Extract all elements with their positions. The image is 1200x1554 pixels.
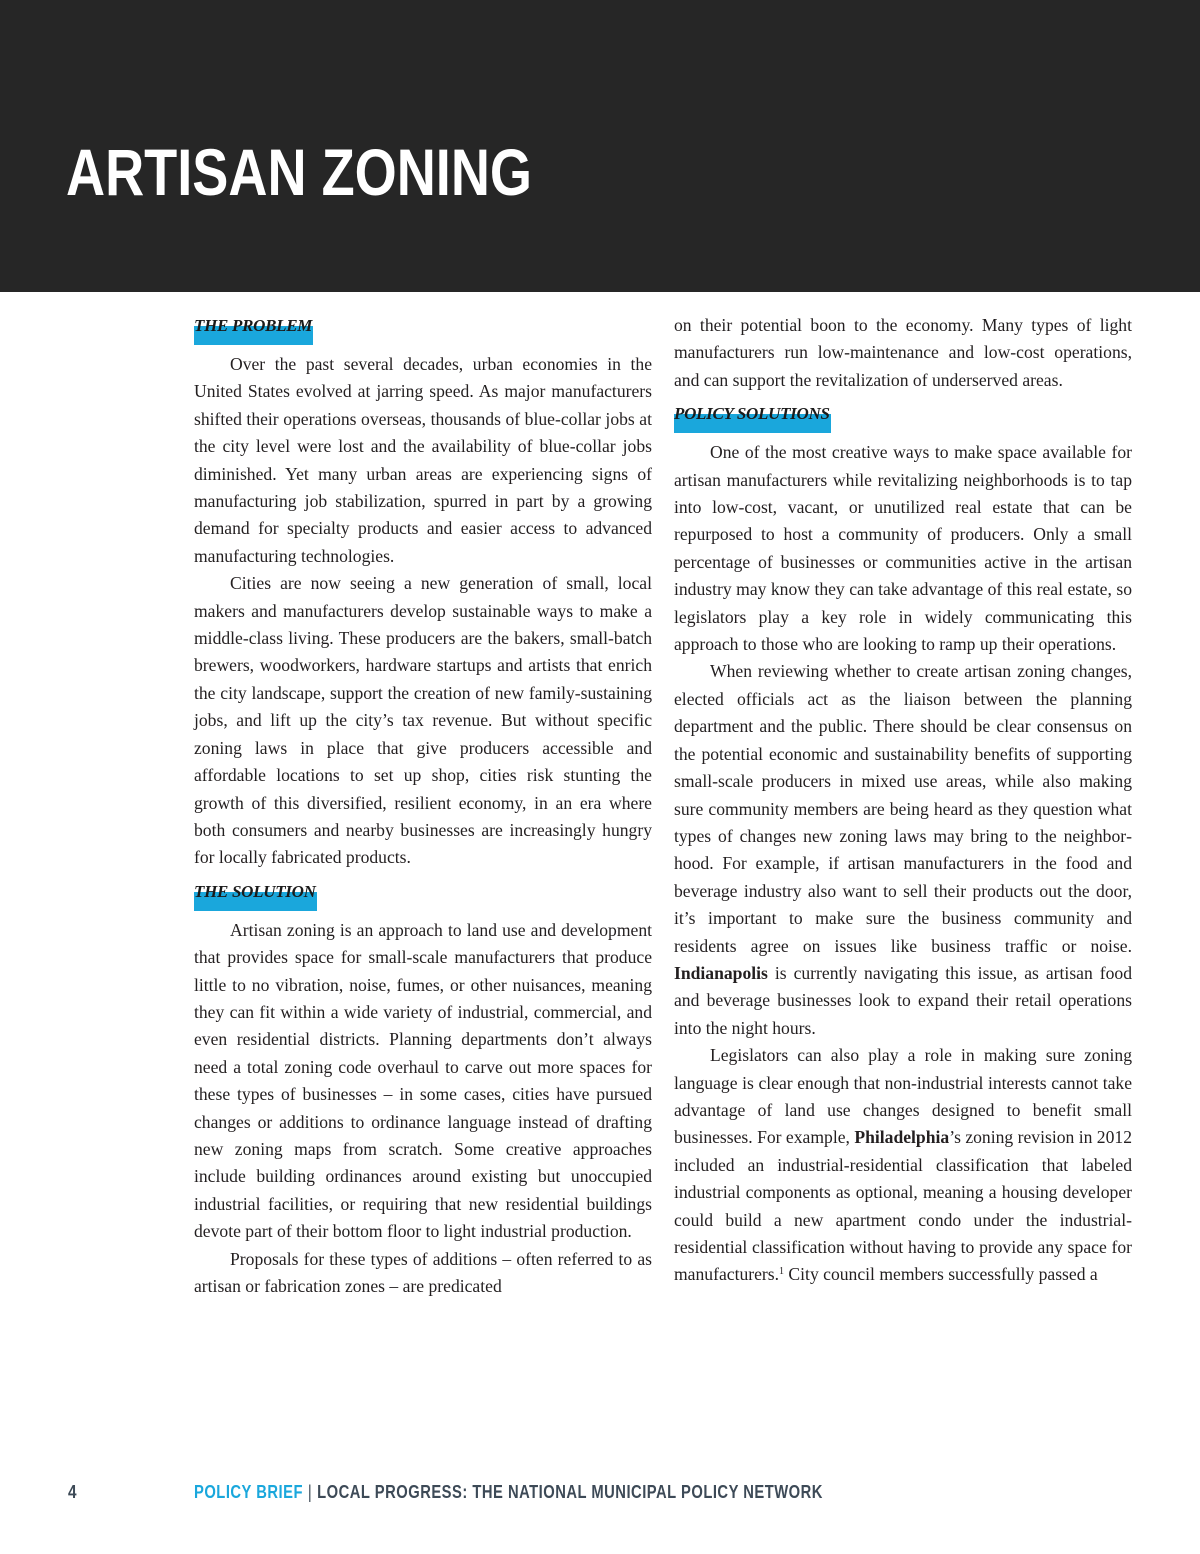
paragraph: Cities are now seeing a new generation of small, local makers and manufacturers develop sustainable ways to make a middle-class living. These producers are the bakers, small-batch brewers, woodworkers, hardware startups and artists that enrich the city landscape, support the creation of new family-sustaining jobs, and lift up the city’s tax revenue. But without specific zoning laws in place that give producers accessible and affordable locations to set up shop, cities risk stunting the growth of this diversified, resilient economy, in an era where both consumers and nearby businesses are increasingly hungry for locally fabricated products. — [194, 573, 652, 868]
city-name-philadelphia: Philadelphia — [854, 1127, 950, 1148]
right-column — [674, 312, 1132, 1289]
section-heading-policy-solutions: POLICY SOLUTIONS — [674, 401, 831, 433]
text-run: is currently navigating this issue, as artisan food and beverage businesses look to expand their retail operations into the night hours. — [674, 962, 1132, 1038]
paragraph — [674, 658, 1132, 1042]
spacer — [674, 394, 1132, 400]
page-number: 4 — [68, 1482, 77, 1502]
text-run: Legislators can also play a role in making sure zoning language is clear enough that non-industrial interests cannot take advantage of land use changes designed to benefit small businesses. For example, — [674, 1045, 1132, 1148]
paragraph: One of the most creative ways to make space available for artisan manufacturers while revitalizing neighborhoods is to tap into low-cost, vacant, or unutilized real estate that can be repurposed to host a community of producers. Only a small percentage of businesses or communities active in the artisan industry may know they can take advantage of this real estate, so legislators play a key role in widely communicating this approach to those who are looking to ramp up their operations. — [674, 442, 1132, 655]
text-run: ’s zoning revision in 2012 included an industrial-residential classification that labeled industrial components as optional, meaning a housing developer could build a new apartment condo under the industrial-residential classification without having to provide any space for manufacturers. — [674, 1127, 1132, 1285]
paragraph: Artisan zoning is an approach to land use and development that provides space for small-scale manufacturers that produce little to no vibration, noise, fumes, or other nuisances, meaning they can fit within a wide variety of industrial, commercial, and even residential districts. Planning departments don’t always need a total zoning code overhaul to carve out more spaces for these types of businesses – in some cases, cities have pursued changes or additions to ordinance language instead of drafting new zoning maps from scratch. Some creative approaches include building ordinances around existing but unoccupied industrial facilities, or requiring that new residential buildings devote part of their bottom floor to light industrial production. — [194, 919, 652, 1242]
paragraph-continuation: on their potential boon to the economy. Many types of light manufacturers run low-maintenance and low-cost operations, and can support the revitalization of underserved areas. — [674, 315, 1132, 390]
footnote-marker[interactable]: 1 — [779, 1266, 785, 1278]
spacer — [194, 872, 652, 878]
page-footer — [0, 1480, 1200, 1504]
footer-organization: LOCAL PROGRESS: THE NATIONAL MUNICIPAL POLICY NETWORK — [317, 1482, 823, 1502]
paragraph — [674, 1042, 1132, 1289]
city-name-indianapolis: Indianapolis — [674, 962, 768, 983]
page-title: ARTISAN ZONING — [66, 135, 533, 209]
footer-running-title — [194, 1480, 823, 1504]
paragraph: Over the past several decades, urban economies in the United States evolved at jarring speed. As major manufacturers shifted their operations overseas, thousands of blue-collar jobs at the city level were lost and the availability of blue-collar jobs diminished. Yet many urban areas are experiencing signs of manufacturing job stabilization, spurred in part by a growing demand for specialty products and easier access to advanced manufacturing technologies. — [194, 354, 652, 566]
paragraph: Proposals for these types of additions – often referred to as artisan or fabrication zones – are predicated — [194, 1248, 652, 1296]
footer-separator: | — [307, 1482, 313, 1502]
section-heading-problem: THE PROBLEM — [194, 313, 313, 345]
text-run: When reviewing whether to create artisan zoning changes, elected officials act as the liaison between the planning department and the public. There should be clear consensus on the potential economic and sustainability benefits of supporting small-scale producers in mixed use areas, while also making sure community members are being heard as they question what types of changes new zoning laws may bring to the neighborhood. For example, if artisan manufacturers in the food and beverage industry also want to sell their products out the door, it’s important to make sure the business community and residents agree on issues like business traffic or noise. — [674, 661, 1132, 956]
section-heading-solution: THE SOLUTION — [194, 879, 317, 911]
left-column — [194, 312, 652, 1300]
header-band — [0, 0, 1200, 292]
text-run: City council members successfully passed a — [784, 1264, 1098, 1285]
footer-brief-label: POLICY BRIEF — [194, 1482, 303, 1502]
